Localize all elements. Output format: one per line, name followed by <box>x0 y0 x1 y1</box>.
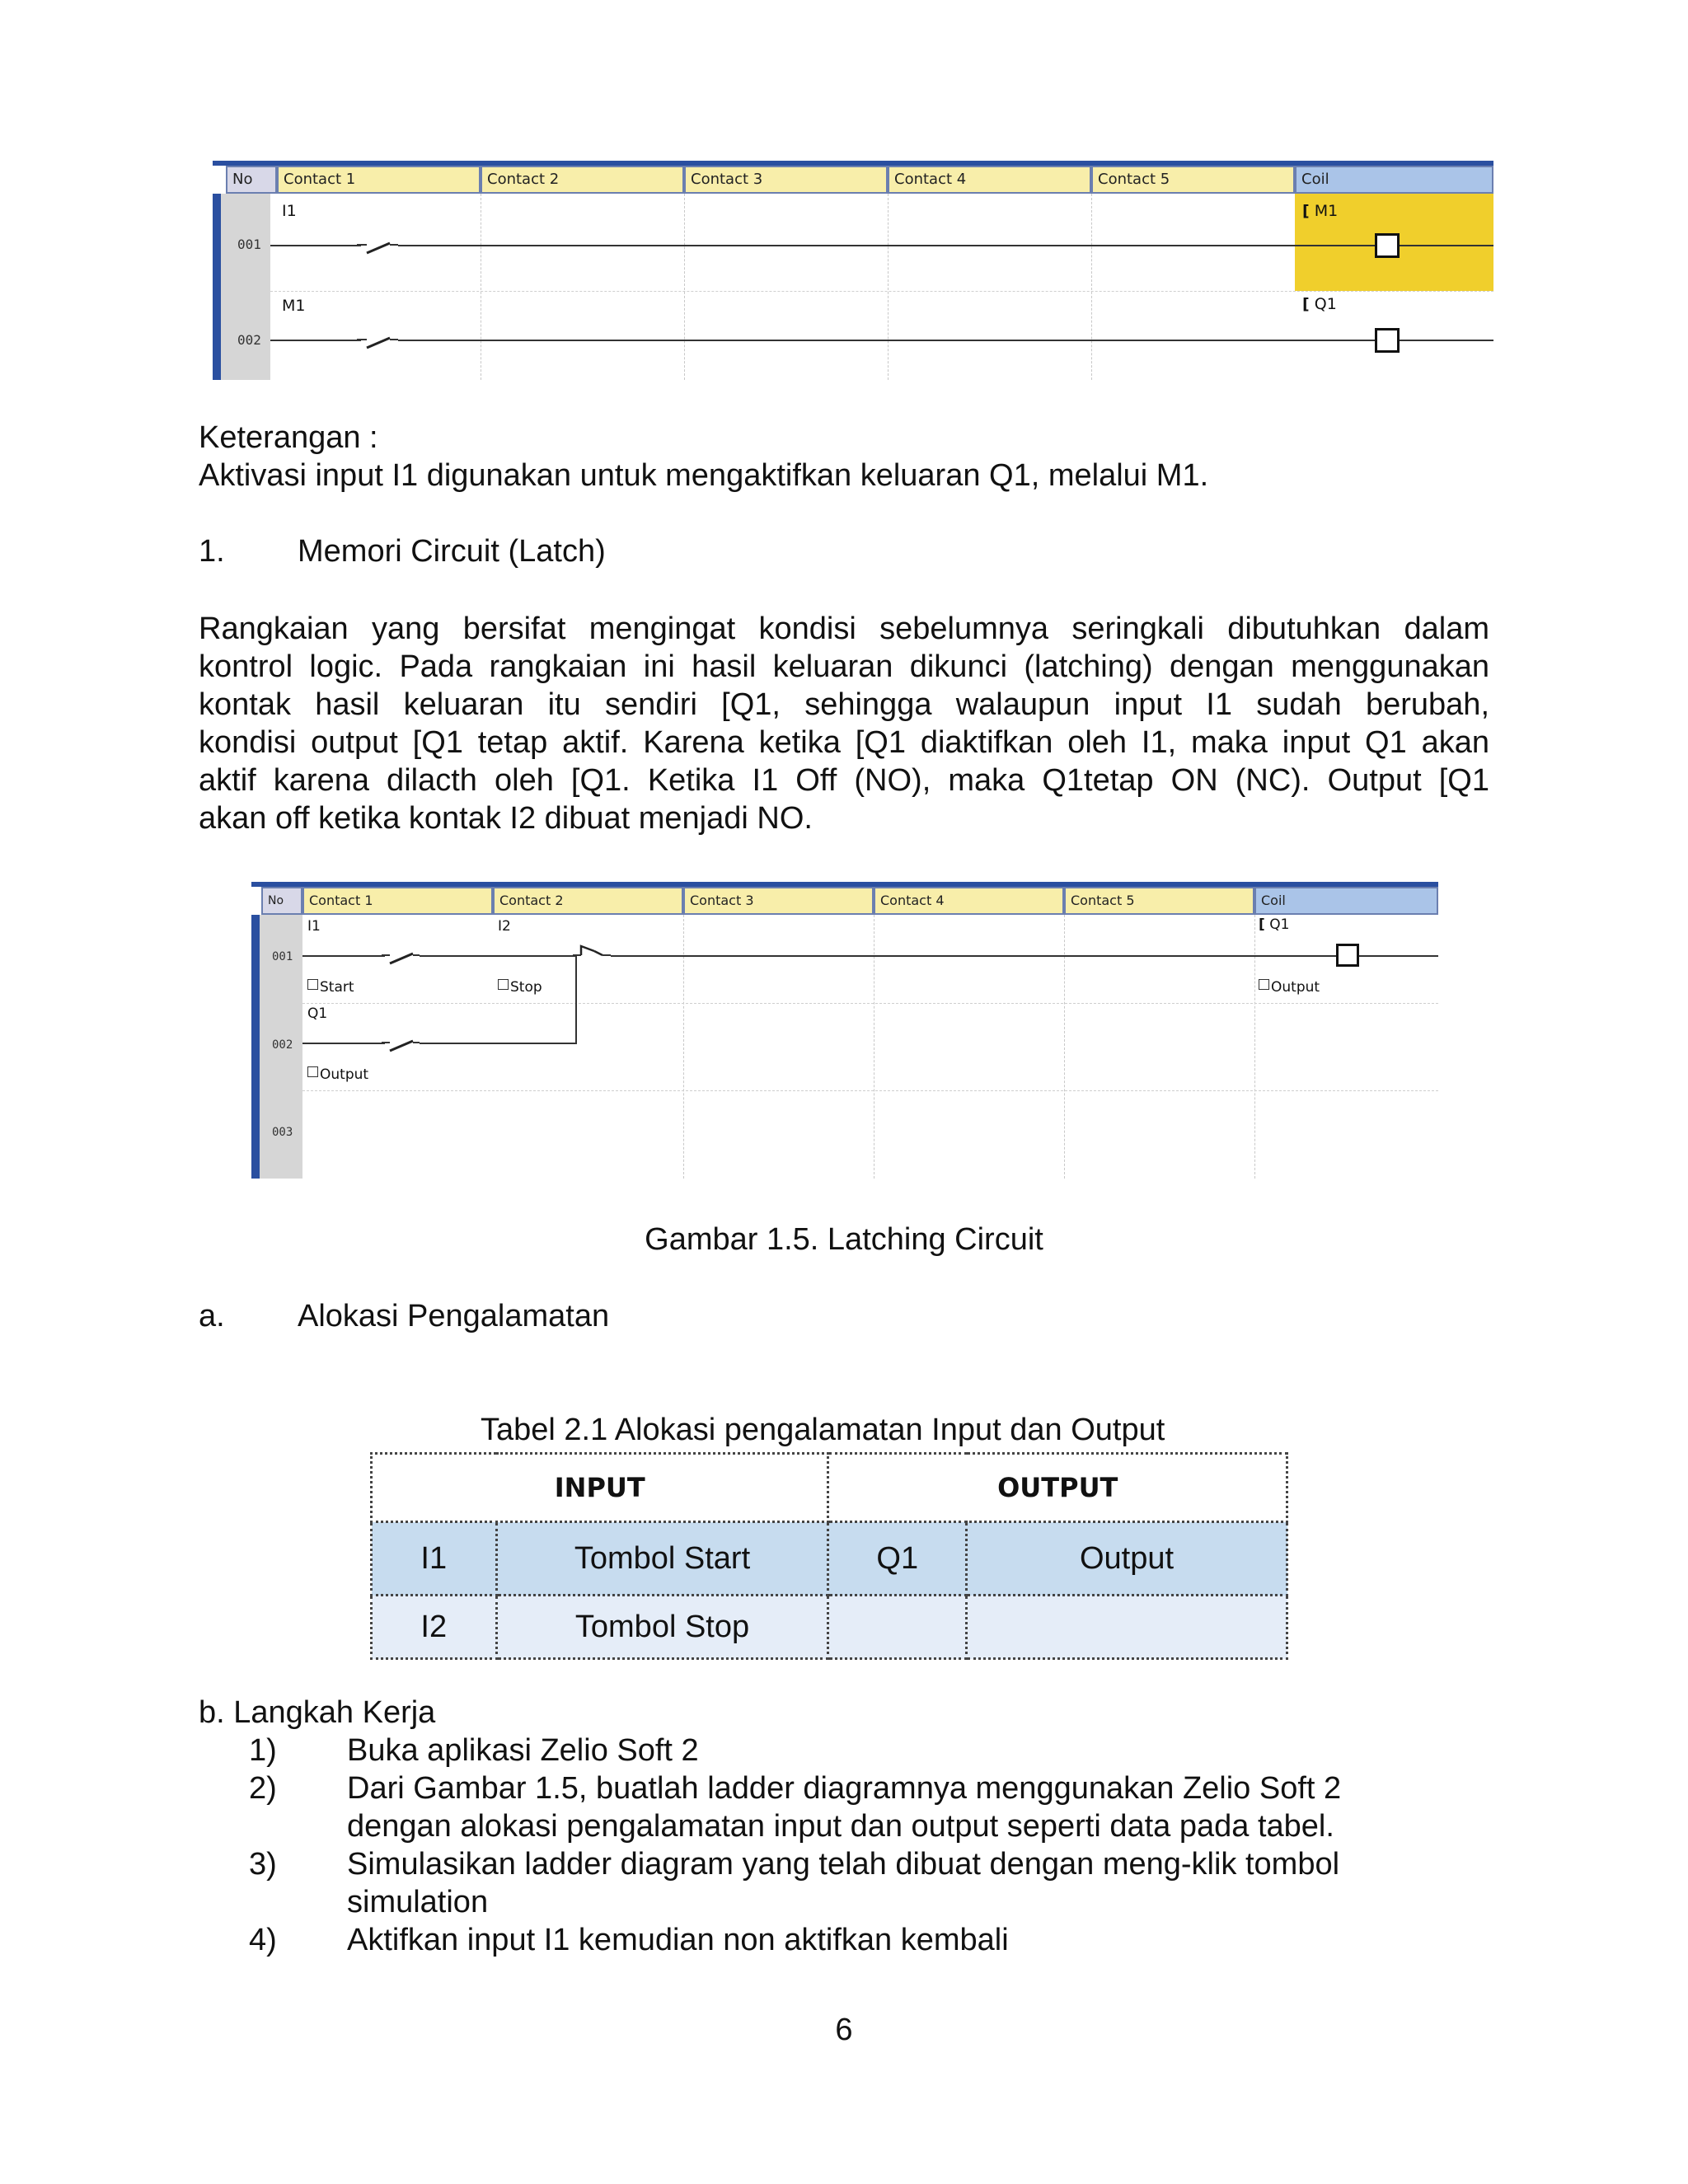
header-contact-3: Contact 3 <box>683 887 874 915</box>
section-number: 1. <box>199 534 225 569</box>
step-number: 1) <box>249 1733 277 1768</box>
rung-wire <box>420 1043 576 1044</box>
row-number: 002 <box>237 332 261 348</box>
row-number: 001 <box>272 950 293 963</box>
grid-line <box>684 194 685 380</box>
branch-wire <box>575 955 577 1044</box>
coil-symbol <box>1375 328 1400 353</box>
header-contact-4: Contact 4 <box>888 166 1091 194</box>
header-contact-2: Contact 2 <box>493 887 683 915</box>
step-line: Aktifkan input I1 kemudian non aktifkan kembali <box>347 1923 1009 1957</box>
output-address: Q1 <box>828 1522 967 1596</box>
keterangan-title: Keterangan : <box>199 420 378 455</box>
row-number: 001 <box>237 237 261 252</box>
header-contact-5: Contact 5 <box>1064 887 1254 915</box>
header-coil: Coil <box>1254 887 1438 915</box>
coil-label: [ M1 <box>1302 202 1339 220</box>
ladder-diagram-2 <box>251 882 1438 1179</box>
header-contact-5: Contact 5 <box>1091 166 1295 194</box>
row-number: 002 <box>272 1038 293 1052</box>
rung-wire <box>611 955 1438 957</box>
output-address <box>828 1596 967 1659</box>
header-input: INPUT <box>372 1454 828 1522</box>
figure-caption: Gambar 1.5. Latching Circuit <box>645 1222 1043 1257</box>
table-caption: Tabel 2.1 Alokasi pengalamatan Input dan Output <box>481 1413 1165 1447</box>
no-contact-symbol <box>382 943 420 966</box>
grid-line <box>302 1003 1438 1004</box>
header-coil: Coil <box>1295 166 1493 194</box>
contact-comment: Stop <box>498 979 542 996</box>
contact-label: Q1 <box>307 1005 328 1022</box>
step-line: dengan alokasi pengalamatan input dan output seperti data pada tabel. <box>347 1809 1334 1844</box>
section-title: Alokasi Pengalamatan <box>298 1299 610 1333</box>
header-contact-4: Contact 4 <box>874 887 1064 915</box>
header-contact-2: Contact 2 <box>481 166 684 194</box>
no-contact-symbol <box>357 232 398 256</box>
coil-label: [ Q1 <box>1302 295 1337 313</box>
row-number-column <box>213 194 270 380</box>
step-line: simulation <box>347 1885 489 1919</box>
paragraph-line: kontrol logic. Pada rangkaian ini hasil keluaran dikunci (latching) dengan menggunakan <box>199 649 1489 684</box>
header-contact-1: Contact 1 <box>302 887 493 915</box>
output-name <box>967 1596 1287 1659</box>
step-number: 3) <box>249 1847 277 1882</box>
header-output: OUTPUT <box>828 1454 1287 1522</box>
coil-symbol <box>1336 944 1359 967</box>
paragraph-line: aktif karena dilacth oleh [Q1. Ketika I1 Off (NO), maka Q1tetap ON (NC). Output [Q1 <box>199 763 1489 798</box>
grid-line <box>888 194 889 380</box>
step-line: Dari Gambar 1.5, buatlah ladder diagramnya menggunakan Zelio Soft 2 <box>347 1771 1342 1806</box>
input-address: I1 <box>372 1522 497 1596</box>
rung-wire <box>420 955 576 957</box>
contact-comment: Output <box>307 1066 368 1083</box>
grid-line <box>270 291 1493 292</box>
grid-line <box>1254 915 1255 1179</box>
contact-label: I1 <box>307 918 321 935</box>
paragraph-line: akan off ketika kontak I2 dibuat menjadi NO. <box>199 801 813 836</box>
input-address: I2 <box>372 1596 497 1659</box>
keterangan-text: Aktivasi input I1 digunakan untuk mengaktifkan keluaran Q1, melalui M1. <box>199 458 1209 493</box>
paragraph-line: kondisi output [Q1 tetap aktif. Karena ketika [Q1 diaktifkan oleh I1, maka input Q1 akan <box>199 725 1489 760</box>
grid-line <box>1064 915 1065 1179</box>
coil-symbol <box>1375 233 1400 258</box>
section-title: Memori Circuit (Latch) <box>298 534 606 569</box>
table-row <box>372 1522 1287 1596</box>
contact-label: M1 <box>282 297 306 315</box>
grid-line <box>302 1090 1438 1091</box>
coil-comment: Output <box>1259 979 1320 996</box>
address-table <box>370 1452 1288 1660</box>
section-letter: a. <box>199 1299 225 1333</box>
step-number: 2) <box>249 1771 277 1806</box>
row-number: 003 <box>272 1126 293 1139</box>
step-number: 4) <box>249 1923 277 1957</box>
rung-wire <box>270 245 361 246</box>
no-contact-symbol <box>382 1030 420 1053</box>
section-title: b. Langkah Kerja <box>199 1695 436 1730</box>
rung-wire <box>302 955 385 957</box>
coil-label: [ Q1 <box>1259 916 1290 933</box>
contact-label: I2 <box>498 918 511 935</box>
input-name: Tombol Stop <box>496 1596 828 1659</box>
nc-contact-symbol <box>573 941 611 966</box>
table-row <box>372 1596 1287 1659</box>
header-no: No <box>226 166 277 194</box>
step-line: Simulasikan ladder diagram yang telah dibuat dengan meng-klik tombol <box>347 1847 1340 1882</box>
ladder-diagram-1 <box>213 161 1493 380</box>
rung-wire <box>398 245 1493 246</box>
no-contact-symbol <box>357 326 398 351</box>
page-number: 6 <box>835 2013 853 2047</box>
contact-label: I1 <box>282 202 297 220</box>
table-header-row <box>372 1454 1287 1522</box>
contact-comment: Start <box>307 979 354 996</box>
paragraph-line: Rangkaian yang bersifat mengingat kondisi sebelumnya seringkali dibutuhkan dalam <box>199 612 1489 646</box>
paragraph-line: kontak hasil keluaran itu sendiri [Q1, sehingga walaupun input I1 sudah berubah, <box>199 687 1489 722</box>
header-no: No <box>261 887 302 915</box>
input-name: Tombol Start <box>496 1522 828 1596</box>
grid-line <box>1091 194 1092 380</box>
rung-wire <box>398 340 1493 341</box>
output-name: Output <box>967 1522 1287 1596</box>
rung-wire <box>302 1043 385 1044</box>
rung-wire <box>270 340 361 341</box>
grid-line <box>683 915 684 1179</box>
header-contact-3: Contact 3 <box>684 166 888 194</box>
step-line: Buka aplikasi Zelio Soft 2 <box>347 1733 699 1768</box>
header-contact-1: Contact 1 <box>277 166 481 194</box>
